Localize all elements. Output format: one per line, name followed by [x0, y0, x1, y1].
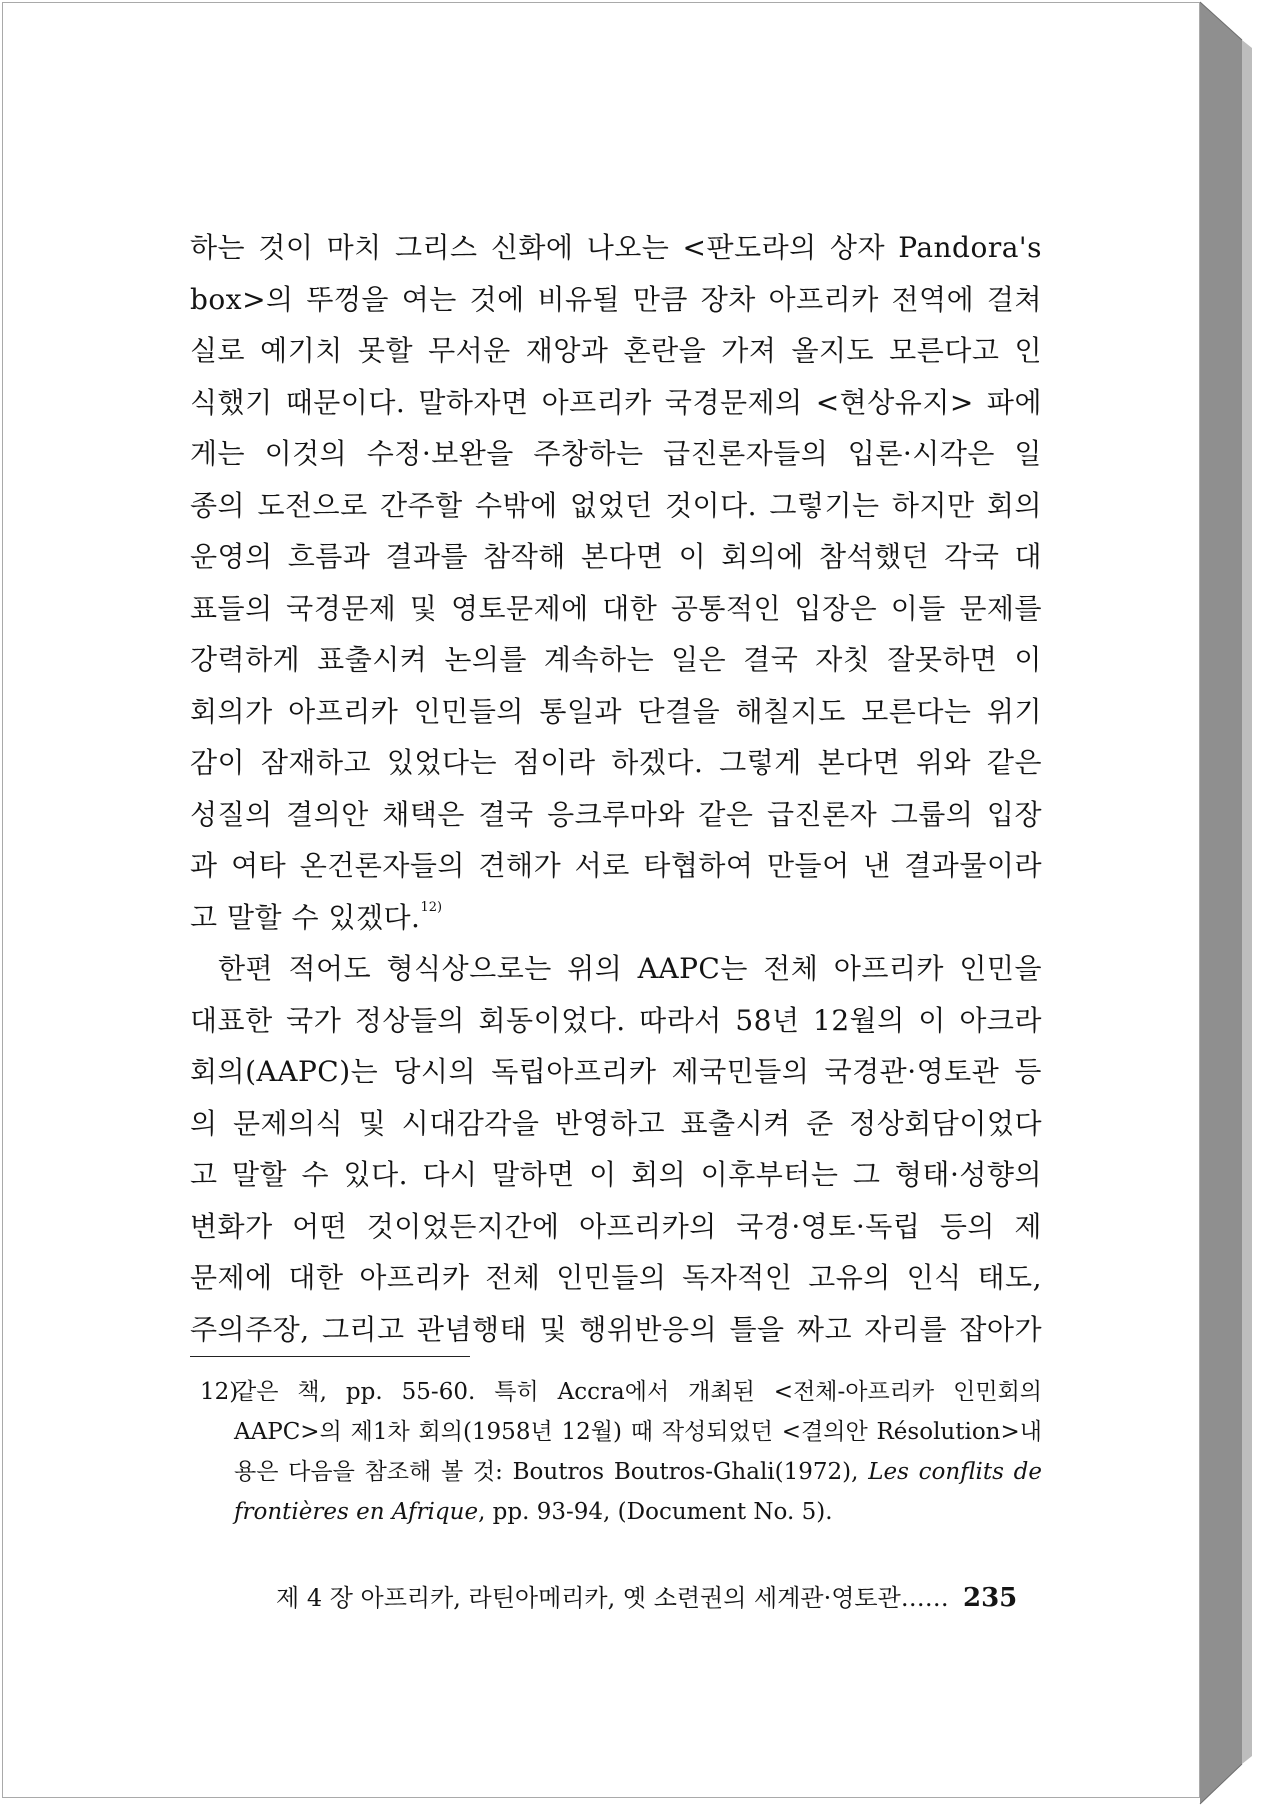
footnote-line: [200, 1492, 1042, 1532]
para2-line: 회의(AAPC)는 당시의 독립아프리카 제국민들의 국경관·영토관 등: [190, 1055, 1042, 1088]
footnote-line: AAPC>의 제1차 회의(1958년 12월) 때 작성되었던 <결의안 Résolution>내: [234, 1419, 1042, 1445]
body-line: 식했기 때문이다. 말하자면 아프리카 국경문제의 <현상유지> 파에: [190, 385, 1042, 419]
body-line: 표들의 국경문제 및 영토문제에 대한 공통적인 입장은 이들 문제를: [190, 591, 1042, 625]
body-line: 감이 잠재하고 있었다는 점이라 하겠다. 그렇게 본다면 위와 같은: [190, 746, 1042, 779]
body-line: 하는 것이 마치 그리스 신화에 나오는 <판도라의 상자 Pandora's: [190, 231, 1042, 264]
para2-line: 문제에 대한 아프리카 전체 인민들의 독자적인 고유의 인식 태도,: [190, 1261, 1042, 1294]
body-line: 게는 이것의 수정·보완을 주창하는 급진론자들의 입론·시각은 일: [190, 437, 1042, 470]
body-line: box>의 뚜껑을 여는 것에 비유될 만큼 장차 아프리카 전역에 걸쳐: [190, 282, 1042, 316]
body-line: 강력하게 표출시켜 논의를 계속하는 일은 결국 자칫 잘못하면 이: [190, 643, 1042, 676]
footnote-line: [200, 1372, 1042, 1412]
body-line-with-footnote: [190, 892, 1042, 944]
book-title-italic: Les conflits de: [868, 1459, 1042, 1485]
para2-line: 변화가 어떤 것이었든지간에 아프리카의 국경·영토·독립 등의 제: [190, 1209, 1042, 1243]
footnote-reference[interactable]: 12): [420, 899, 443, 915]
para2-line: 주의주장, 그리고 관념행태 및 행위반응의 틀을 짜고 자리를 잡아가: [190, 1312, 1042, 1346]
footnote-divider: [190, 1356, 470, 1357]
footnote-text: , pp. 93-94, (Document No. 5).: [478, 1499, 833, 1525]
para2-line: 한편 적어도 형식상으로는 위의 AAPC는 전체 아프리카 인민을: [218, 952, 1042, 985]
body-line-text: 고 말할 수 있겠다.: [190, 900, 421, 934]
body-line: 과 여타 온건론자들의 견해가 서로 타협하여 만들어 낸 결과물이라: [190, 849, 1042, 882]
body-text: [190, 222, 1042, 1355]
page-number: 235: [963, 1583, 1018, 1613]
footnote-line: [200, 1452, 1042, 1492]
body-line: 종의 도전으로 간주할 수밖에 없었던 것이다. 그렇기는 하지만 회의: [190, 488, 1042, 522]
para2-line: 의 문제의식 및 시대감각을 반영하고 표출시켜 준 정상회담이었다: [190, 1106, 1042, 1140]
body-line: 회의가 아프리카 인민들의 통일과 단결을 해칠지도 모른다는 위기: [190, 694, 1042, 728]
footnote-text: 용은 다음을 참조해 볼 것: Boutros Boutros-Ghali(1972),: [234, 1459, 869, 1485]
body-line: 성질의 결의안 채택은 결국 응크루마와 같은 급진론자 그룹의 입장: [190, 797, 1042, 831]
body-line: 실로 예기치 못할 무서운 재앙과 혼란을 가져 올지도 모른다고 인: [190, 334, 1042, 367]
para2-line: 고 말할 수 있다. 다시 말하면 이 회의 이후부터는 그 형태·성향의: [190, 1158, 1042, 1191]
footnote-number: 12): [200, 1379, 239, 1405]
para2-line: 대표한 국가 정상들의 회동이었다. 따라서 58년 12월의 이 아크라: [190, 1003, 1042, 1037]
running-footer: 제 4 장 아프리카, 라틴아메리카, 옛 소련권의 세계관·영토관……: [276, 1584, 949, 1612]
body-line: 운영의 흐름과 결과를 참작해 본다면 이 회의에 참석했던 각국 대: [190, 540, 1042, 573]
footnote: [200, 1372, 1042, 1532]
book-title-italic: frontières en Afrique: [234, 1499, 479, 1525]
footnote-text: 같은 책, pp. 55-60. 특히 Accra에서 개최된 <전체-아프리카 인민회의: [234, 1379, 1042, 1405]
